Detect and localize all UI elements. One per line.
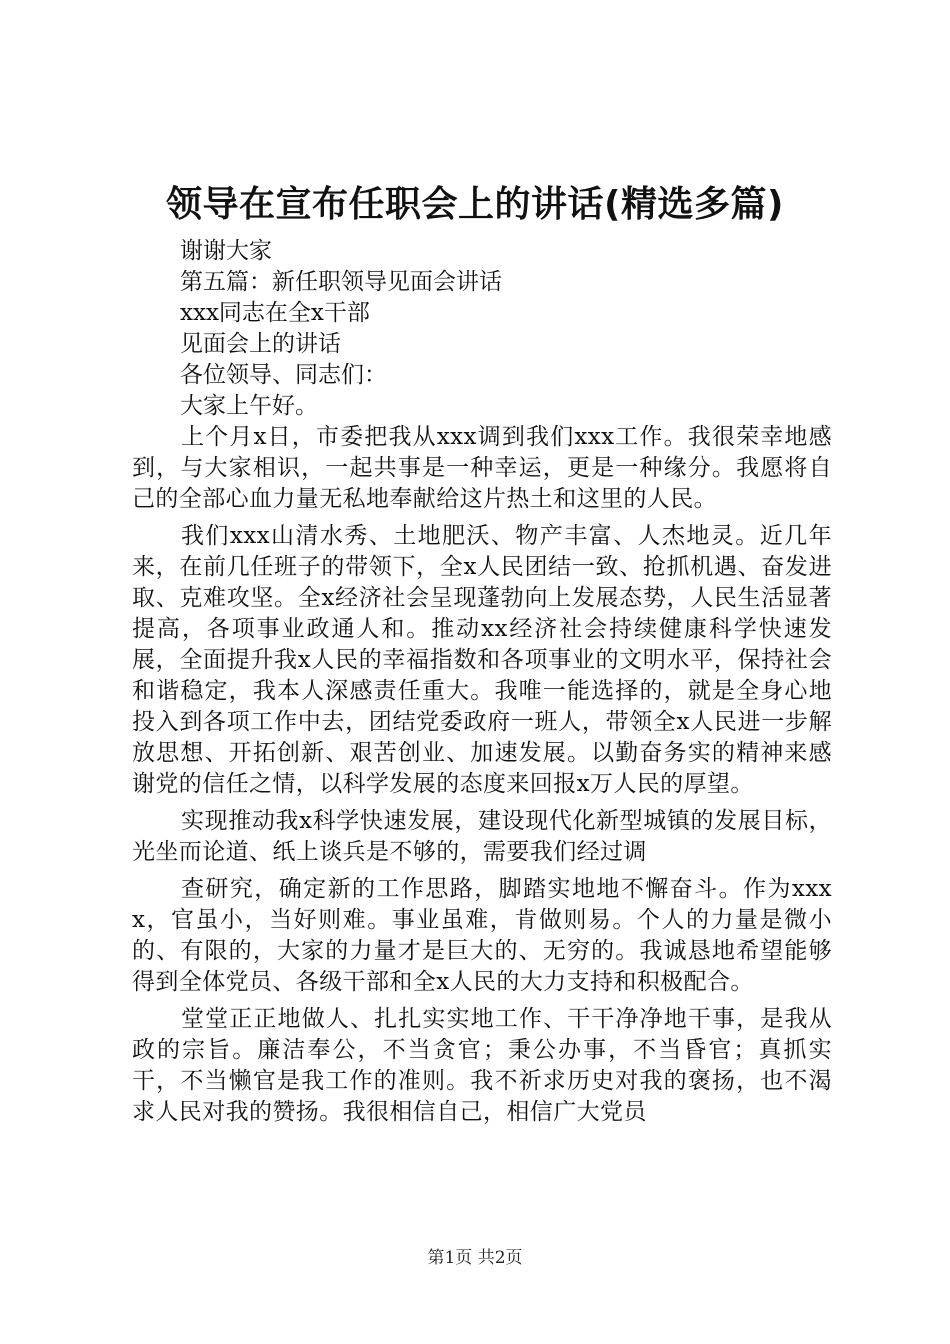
paragraph: 堂堂正正地做人、扎扎实实地工作、干干净净地干事，是我从政的宗旨。廉洁奉公，不当贪官；秉公办事，不当昏官；真抓实干，不当懒官是我工作的准则。我不祈求历史对我的褒扬，也不渴求人民对我的赞扬。我很相信自己，相信广大党员 [132, 1006, 832, 1125]
opening-lines [180, 236, 840, 422]
line-salutation: 各位领导、同志们： [180, 362, 387, 388]
line-chapter-heading: 第五篇：新任职领导见面会讲话 [180, 269, 502, 295]
paragraph: 实现推动我x科学快速发展，建设现代化新型城镇的发展目标，光坐而论道、纸上谈兵是不够的，需要我们经过调 [132, 808, 832, 865]
line-greeting: 大家上午好。 [180, 393, 318, 419]
line-speaker: xxx同志在全x干部 [180, 300, 370, 326]
document-title: 领导在宣布任职会上的讲话(精选多篇) [166, 184, 784, 225]
paragraph: 查研究，确定新的工作思路，脚踏实地地不懈奋斗。作为xxxx，官虽小，当好则难。事业虽难，肯做则易。个人的力量是微小的、有限的，大家的力量才是巨大的、无穷的。我诚恳地希望能够得到全体党员、各级干部和全x人民的大力支持和积极配合。 [132, 876, 832, 995]
paragraph: 我们xxx山清水秀、土地肥沃、物产丰富、人杰地灵。近几年来，在前几任班子的带领下，全x人民团结一致、抢抓机遇、奋发进取、克难攻坚。全x经济社会呈现蓬勃向上发展态势，人民生活显著提高，各项事业政通人和。推动xx经济社会持续健康科学快速发展，全面提升我x人民的幸福指数和各项事业的文明水平，保持社会和谐稳定，我本人深感责任重大。我唯一能选择的，就是全身心地投入到各项工作中去，团结党委政府一班人，带领全x人民进一步解放思想、开拓创新、艰苦创业、加速发展。以勤奋务实的精神来感谢党的信任之情，以科学发展的态度来回报x万人民的厚望。 [132, 523, 832, 797]
page-number-footer: 第1页 共2页 [427, 1248, 523, 1268]
document-body [132, 422, 832, 1128]
paragraph: 上个月x日，市委把我从xxx调到我们xxx工作。我很荣幸地感到，与大家相识，一起共事是一种幸运，更是一种缘分。我愿将自己的全部心血力量无私地奉献给这片热土和这里的人民。 [132, 424, 832, 512]
line-occasion: 见面会上的讲话 [180, 331, 341, 357]
line-thanks: 谢谢大家 [180, 238, 272, 264]
